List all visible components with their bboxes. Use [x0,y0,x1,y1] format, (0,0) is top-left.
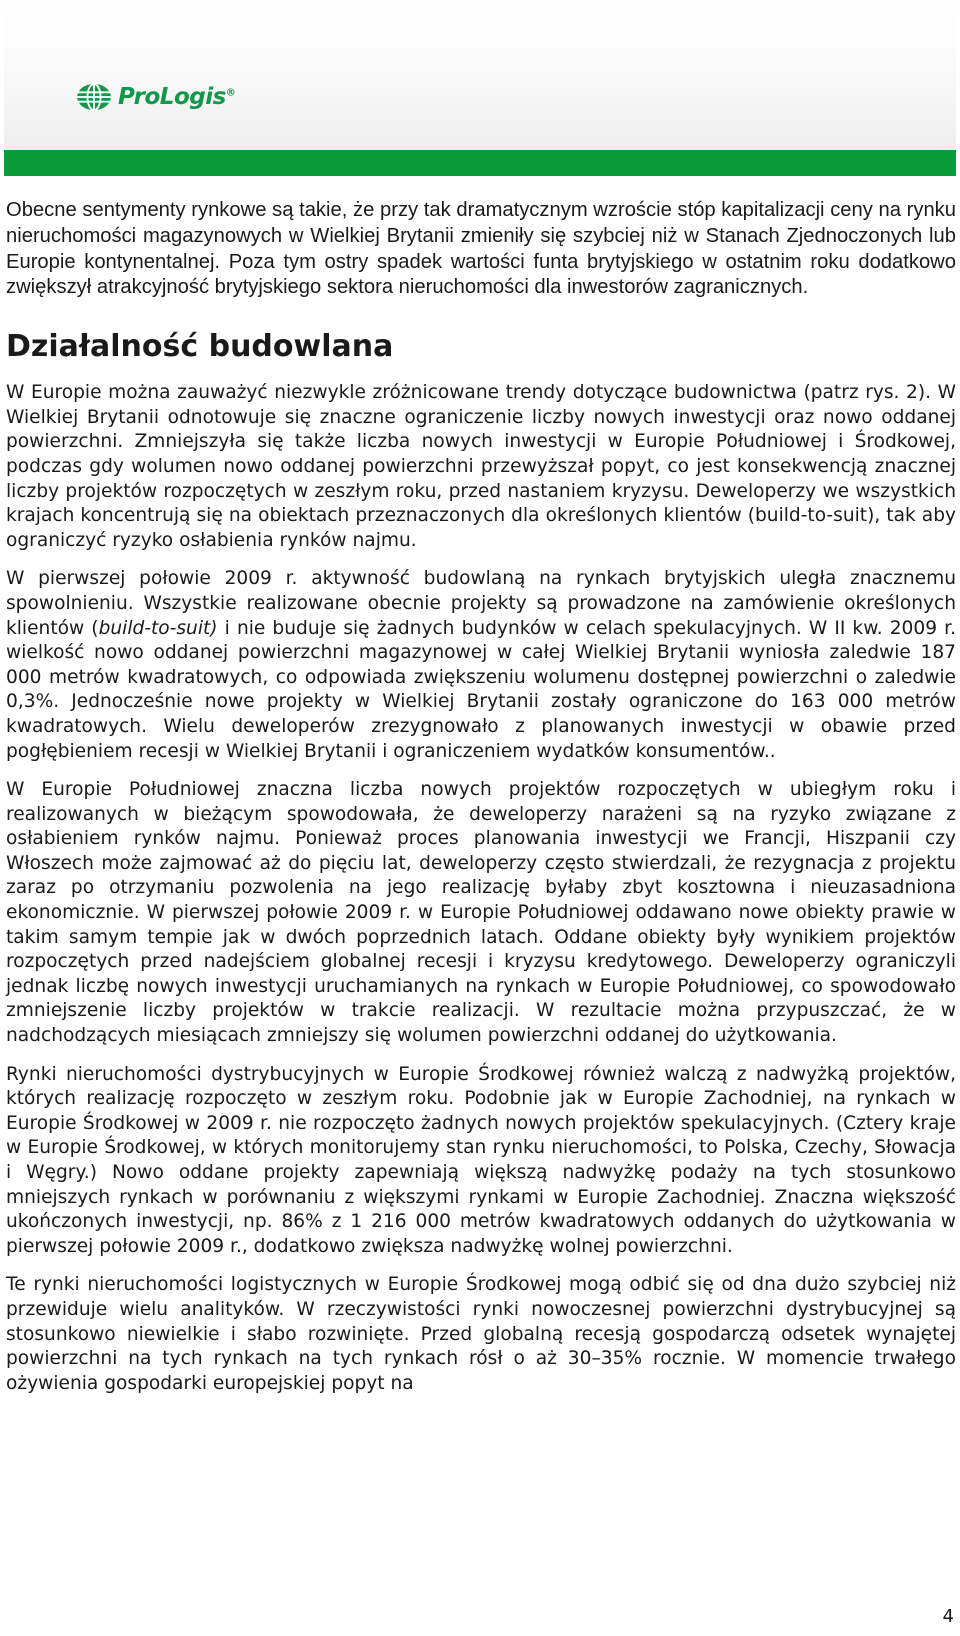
paragraph-construction-trends: W Europie można zauważyć niezwykle zróżnicowane trendy dotyczące budownictwa (patrz rys. 2). W Wielkiej Brytanii odnotowuje się znaczne ograniczenie liczby nowych inwestycji oraz nowo oddanej powierzchni. Zmniejszyła się także liczba nowych inwestycji w Europie Południowej i Środkowej, podczas gdy wolumen nowo oddanej powierzchni przewyższał popyt, co jest konsekwencją znacznej liczby projektów rozpoczętych w zeszłym roku, przed nastaniem kryzysu. Deweloperzy we wszystkich krajach koncentrują się na obiektach przeznaczonych dla określonych klientów (build-to-suit), tak aby ograniczyć ryzyko osłabienia rynków najmu. [6,382,956,551]
paragraph-uk-activity-part1: W pierwszej połowie 2009 r. aktywność budowlaną na rynkach brytyjskich uległa znacznemu spowolnieniu. Wszystkie realizowane obecnie projekty są prowadzone na zamówienie określonych klientów ( [6,568,956,639]
paragraph-southern-europe: W Europie Południowej znaczna liczba nowych projektów rozpoczętych w ubiegłym roku i realizowanych w bieżącym spowodowała, że deweloperzy narażeni są na ryzyko związane z osłabieniem rynków najmu. Ponieważ proces planowania inwestycji we Francji, Hiszpanii czy Włoszech może zajmować aż do pięciu lat, deweloperzy często stwierdzali, że rezygnacja z projektu zaraz po otrzymaniu pozwolenia na jego realizację byłaby zbyt kosztowna i nieuzasadniona ekonomicznie. W pierwszej połowie 2009 r. w Europie Południowej oddawano nowe obiekty prawie w takim samym tempie jak w dwóch poprzednich latach. Oddane obiekty były wynikiem projektów rozpoczętych przed nadejściem globalnej recesji i kryzysu kredytowego. Deweloperzy ograniczyli jednak liczbę nowych inwestycji uruchamianych na rynkach w Europie Południowej, co spowodowało zmniejszenie liczby projektów w trakcie realizacji. W rezultacie można przypuszczać, że w nadchodzących miesiącach zmniejszy się wolumen powierzchni oddanej do użytkowania. [6,779,956,1047]
section-heading: Działalność budowlana [6,329,394,365]
paragraph-logistics-markets: Te rynki nieruchomości logistycznych w Europie Środkowej mogą odbić się od dna dużo szybciej niż przewiduje wielu analityków. W rzeczywistości rynki nowoczesnej powierzchni dystrybucyjnej są stosunkowo niewielkie i słabo rozwinięte. Przed globalną recesją gospodarczą odsetek wynajętej powierzchni na tych rynkach na tych rynkach rósł o aż 30–35% rocznie. W momencie trwałego ożywienia gospodarki europejskiej popyt na [6,1274,956,1394]
paragraph-uk-activity-italic: build-to-suit) [98,617,218,639]
paragraph-uk-activity [6,567,956,764]
globe-icon [75,82,113,112]
document-body [6,198,956,1396]
prologis-logo [75,82,235,112]
intro-paragraph: Obecne sentymenty rynkowe są takie, że przy tak dramatycznym wzroście stóp kapitalizacji ceny na rynku nieruchomości magazynowych w Wielkiej Brytanii zmieniły się szybciej niż w Stanach Zjednoczonych lub Europie kontynentalnej. Poza tym ostry spadek wartości funta brytyjskiego w ostatnim roku dodatkowo zwiększył atrakcyjność brytyjskiego sektora nieruchomości dla inwestorów zagranicznych. [6,199,956,299]
page-number: 4 [942,1606,954,1627]
paragraph-central-europe: Rynki nieruchomości dystrybucyjnych w Europie Środkowej również walczą z nadwyżką projektów, których realizację rozpoczęto w zeszłym roku. Podobnie jak w Europie Zachodniej, na rynkach w Europie Środkowej w 2009 r. nie rozpoczęto żadnych nowych projektów spekulacyjnych. (Cztery kraje w Europie Środkowej, w których monitorujemy stan rynku nieruchomości, to Polska, Czechy, Słowacja i Węgry.) Nowo oddane projekty zapewniają większą nadwyżkę podaży na tych stosunkowo mniejszych rynkach w porównaniu z większymi rynkami w Europie Zachodniej. Znaczna większość ukończonych inwestycji, np. 86% z 1 216 000 metrów kwadratowych oddanych do użytkowania w pierwszej połowie 2009 r., dodatkowo zwiększa nadwyżkę wolnej powierzchni. [6,1063,956,1257]
header-band [4,0,956,150]
header-green-rule [4,150,956,176]
logo-wordmark: ProLogis® [118,84,236,110]
paragraph-uk-activity-part2: i nie buduje się żadnych budynków w celach spekulacyjnych. W II kw. 2009 r. wielkość nowo oddanej powierzchni magazynowej w całej Wielkiej Brytanii wyniosła zaledwie 187 000 metrów kwadratowych, co odpowiada zwiększeniu wolumenu dostępnej powierzchni o zaledwie 0,3%. Jednocześnie nowe projekty w Wielkiej Brytanii zostały ograniczone do 163 000 metrów kwadratowych. Wielu deweloperów zrezygnowało z planowanych inwestycji w obawie przed pogłębieniem recesji w Wielkiej Brytanii i ograniczeniem wydatków konsumentów.. [6,617,956,762]
